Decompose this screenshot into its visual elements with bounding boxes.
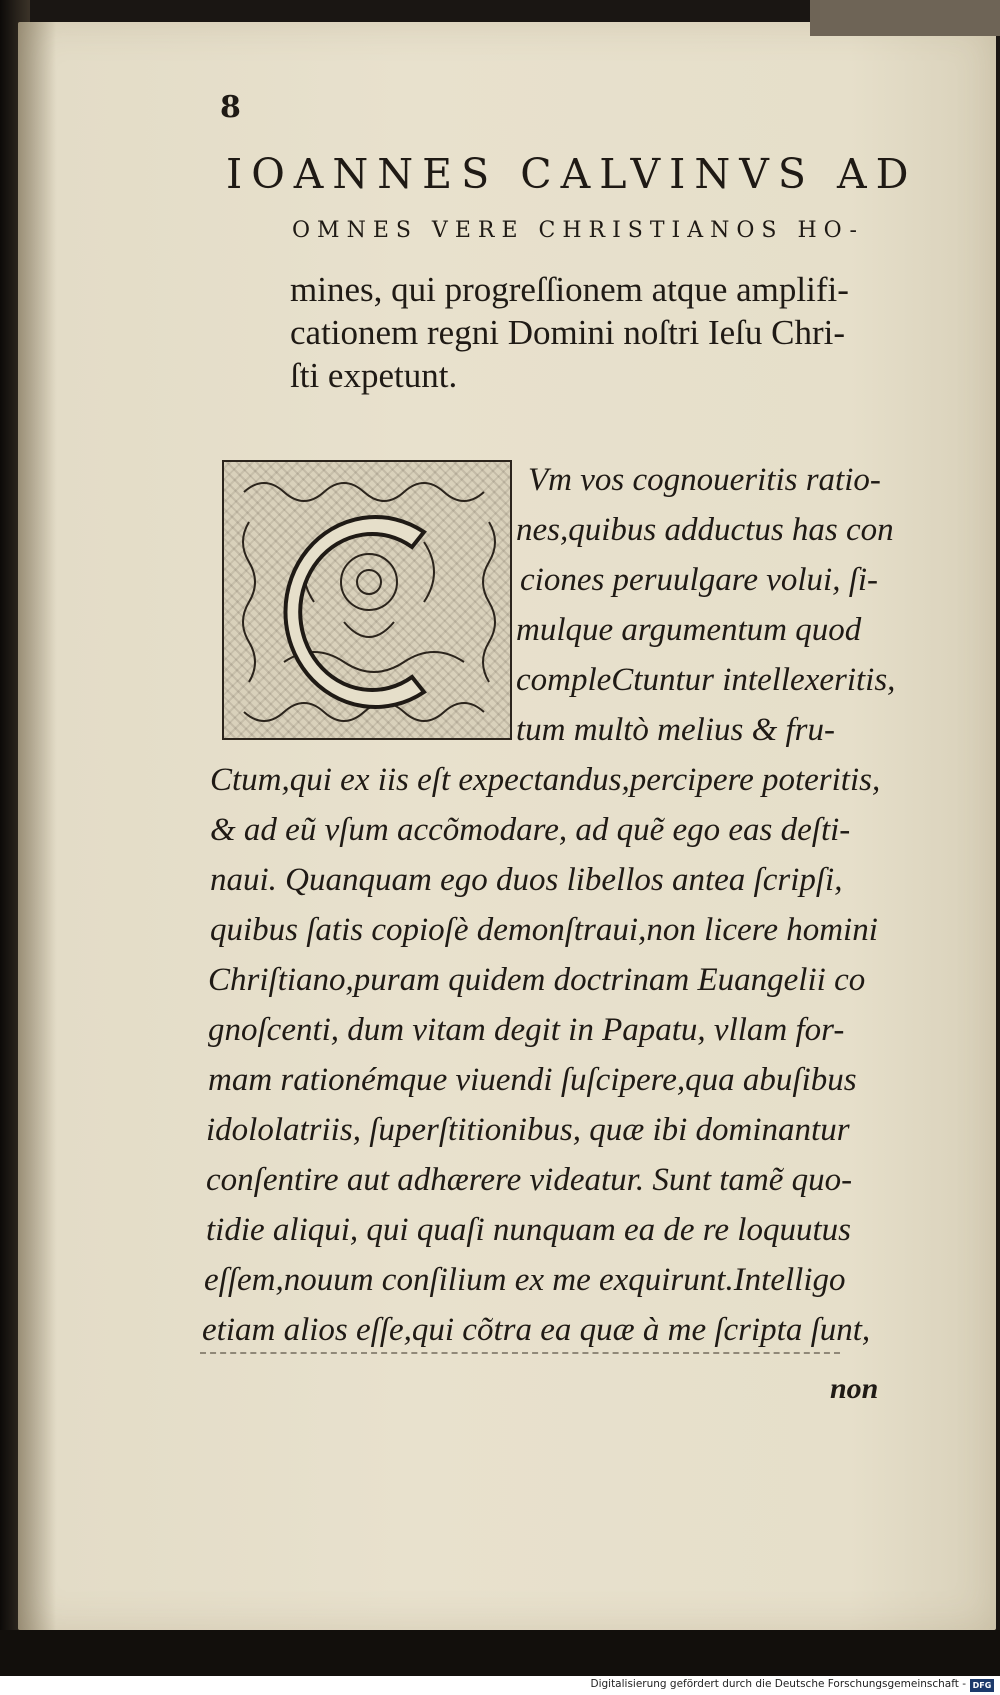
body-line: tum multò melius & fru- [516, 712, 835, 748]
footer-credit: Digitalisierung gefördert durch die Deutsche Forschungsgemeinschaft - [590, 1678, 966, 1690]
underline-mark [200, 1352, 840, 1354]
body-line: ciones peruulgare volui, ſi- [520, 562, 879, 598]
body-line: quibus ſatis copioſè demonſtraui,non licere homini [210, 912, 878, 948]
body-line: Ctum,qui ex iis eſt expectandus,percipere poteritis, [210, 762, 881, 798]
title-line-2: OMNES VERE CHRISTIANOS HO- [292, 218, 864, 243]
body-line: idololatriis, ſuperſtitionibus, quæ ibi dominantur [206, 1112, 850, 1148]
body-line: tidie aliqui, qui quaſi nunquam ea de re loquutus [206, 1212, 851, 1248]
title-line-1: IOANNES CALVINVS AD [226, 150, 918, 198]
dfg-logo: DFG [970, 1679, 994, 1692]
title-rest-line: cationem regni Domini noſtri Ieſu Chri- [290, 313, 846, 352]
scan-background [0, 1630, 1000, 1680]
body-line: eſſem,nouum conſilium ex me exquirunt.Intelligo [204, 1262, 846, 1298]
title-rest-line: ſti expetunt. [290, 356, 458, 395]
binding-cloth [810, 0, 1000, 36]
body-line: naui. Quanquam ego duos libellos antea ſcripſi, [210, 862, 843, 898]
body-line: mulque argumentum quod [516, 612, 862, 648]
body-line: & ad eũ vſum accõmodare, ad quẽ ego eas deſti- [210, 812, 851, 848]
body-line: Vm vos cognoueritis ratio- [528, 462, 881, 498]
body-line: Chriſtiano,puram quidem doctrinam Euangelii co [208, 962, 866, 998]
body-line: gnoſcenti, dum vitam degit in Papatu, vllam for- [208, 1012, 845, 1048]
page-number: 8 [220, 90, 241, 125]
catchword: non [830, 1372, 879, 1405]
body-line: nes,quibus adductus has con [516, 512, 894, 548]
body-line: etiam alios eſſe,qui cõtra ea quæ à me ſcripta ſunt, [202, 1312, 871, 1348]
title-continuation [290, 268, 930, 397]
title-rest-line: mines, qui progreſſionem atque amplifi- [290, 270, 849, 309]
body-line: conſentire aut adhærere videatur. Sunt tamẽ quo- [206, 1162, 853, 1198]
ornament-icon [224, 462, 514, 742]
body-line: mam rationémque viuendi ſuſcipere,qua abuſibus [208, 1062, 857, 1098]
page-gutter-shadow [18, 22, 56, 1630]
body-line: compleCtuntur intellexeritis, [516, 662, 896, 698]
decorated-initial-c [222, 460, 512, 740]
